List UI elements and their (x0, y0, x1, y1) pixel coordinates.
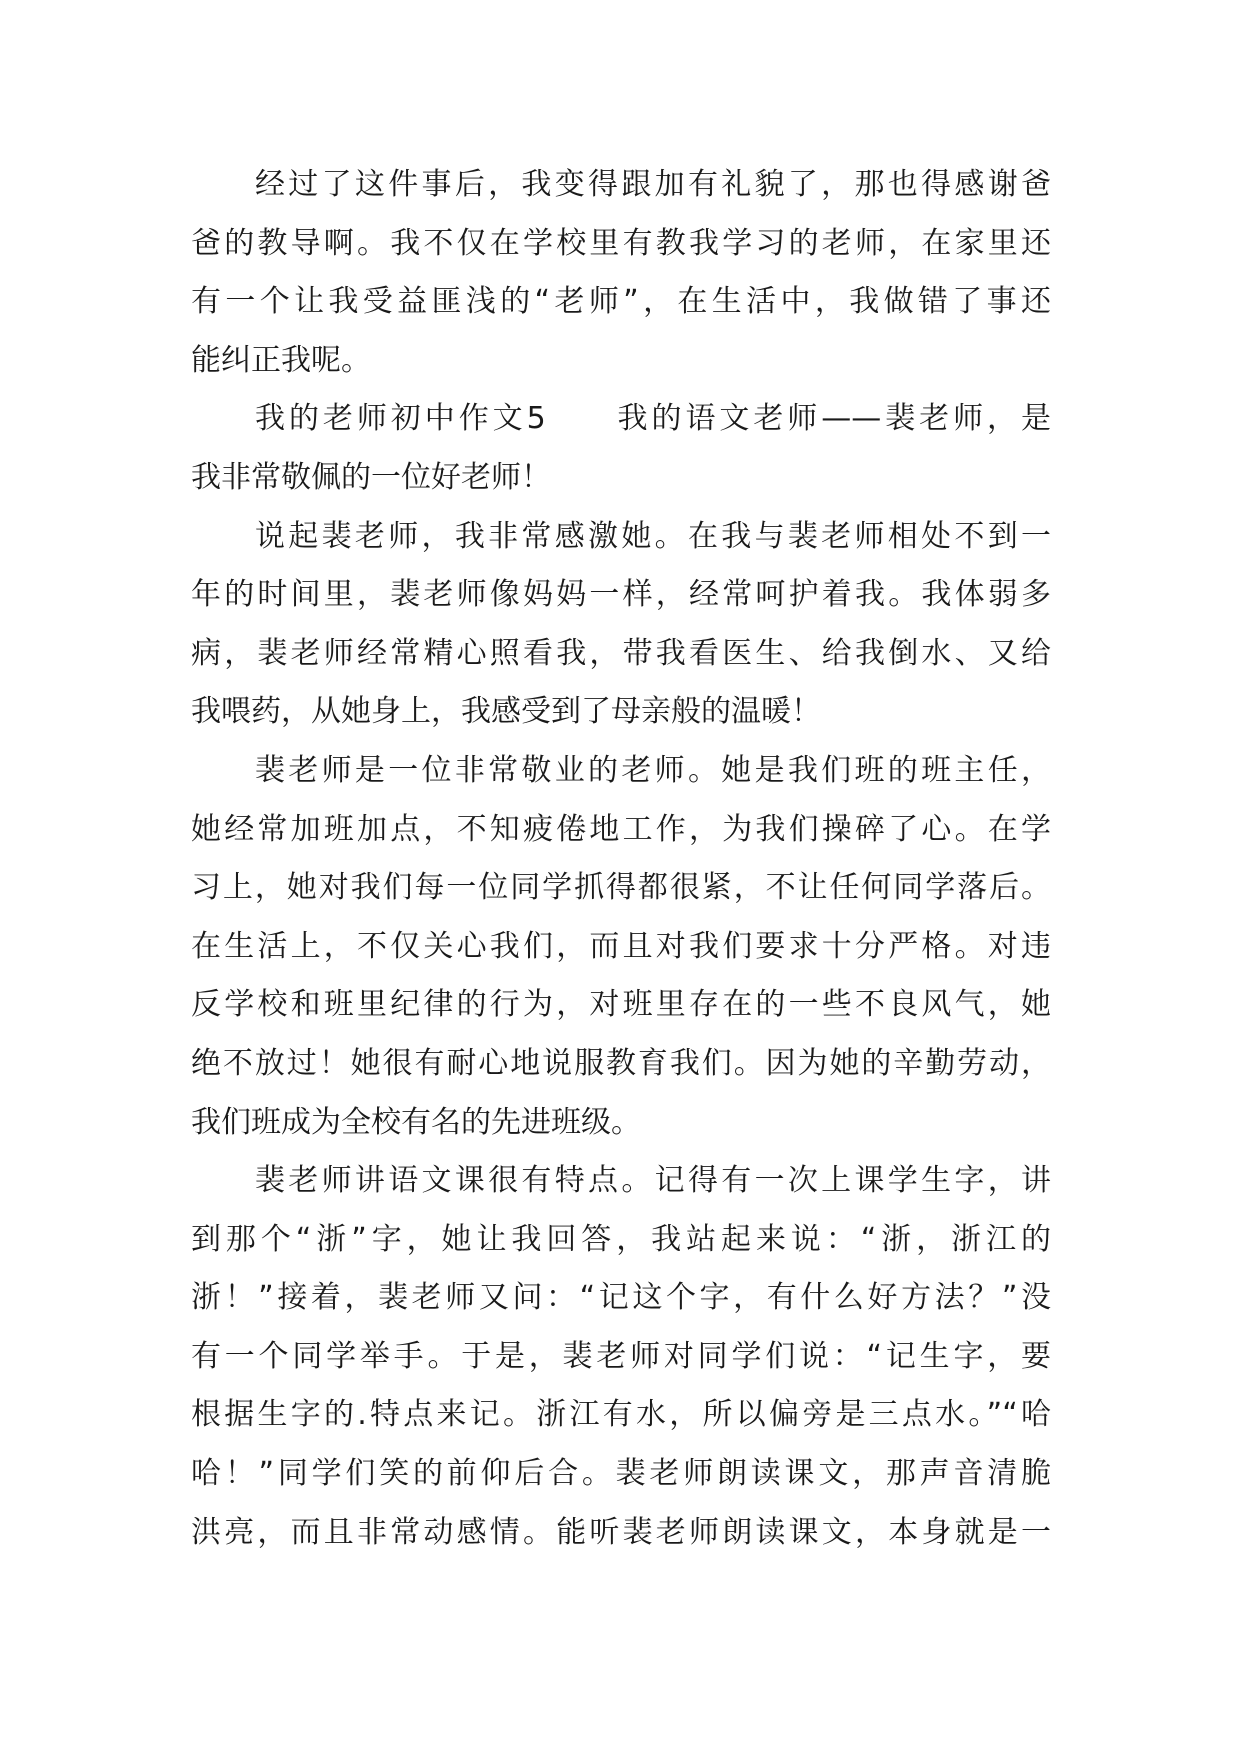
text-line: 经过了这件事后，我变得跟加有礼貌了，那也得感谢爸 (255, 167, 1051, 202)
text-line: 在生活上，不仅关心我们，而且对我们要求十分严格。对违 (191, 928, 1051, 964)
text-line: 习上，她对我们每一位同学抓得都很紧，不让任何同学落后。 (191, 870, 1051, 906)
text-line: 裴老师讲语文课很有特点。记得有一次上课学生字，讲 (255, 1163, 1051, 1199)
text-line: 病，裴老师经常精心照看我，带我看医生、给我倒水、又给 (191, 635, 1051, 671)
text-line: 有一个让我受益匪浅的“老师”，在生活中，我做错了事还 (191, 284, 1051, 320)
text-line: 我们班成为全校有名的先进班级。 (191, 1104, 641, 1140)
document-page (191, 156, 1051, 1562)
text-line: 裴老师是一位非常敬业的老师。她是我们班的班主任， (255, 752, 1051, 788)
text-line: 我非常敬佩的一位好老师！ (191, 459, 551, 495)
text-line: 我的老师初中作文5 我的语文老师——裴老师，是 (255, 401, 1051, 437)
text-line: 说起裴老师，我非常感激她。在我与裴老师相处不到一 (255, 518, 1051, 554)
text-line: 反学校和班里纪律的行为，对班里存在的一些不良风气，她 (191, 987, 1051, 1023)
text-line: 到那个“浙”字，她让我回答，我站起来说：“浙，浙江的 (191, 1221, 1051, 1257)
text-line: 能纠正我呢。 (191, 342, 371, 378)
text-line: 哈！”同学们笑的前仰后合。裴老师朗读课文，那声音清脆 (191, 1456, 1051, 1492)
text-line: 洪亮，而且非常动感情。能听裴老师朗读课文，本身就是一 (191, 1514, 1051, 1550)
text-line: 她经常加班加点，不知疲倦地工作，为我们操碎了心。在学 (191, 811, 1051, 847)
text-line: 年的时间里，裴老师像妈妈一样，经常呵护着我。我体弱多 (191, 577, 1051, 613)
text-line: 浙！”接着，裴老师又问：“记这个字，有什么好方法？”没 (191, 1280, 1051, 1316)
text-line: 有一个同学举手。于是，裴老师对同学们说：“记生字，要 (191, 1338, 1051, 1374)
text-line: 绝不放过！她很有耐心地说服教育我们。因为她的辛勤劳动， (191, 1045, 1051, 1081)
text-line: 根据生字的.特点来记。浙江有水，所以偏旁是三点水。”“哈 (191, 1397, 1051, 1433)
text-line: 我喂药，从她身上，我感受到了母亲般的温暖！ (191, 694, 821, 730)
text-line: 爸的教导啊。我不仅在学校里有教我学习的老师，在家里还 (191, 225, 1051, 261)
